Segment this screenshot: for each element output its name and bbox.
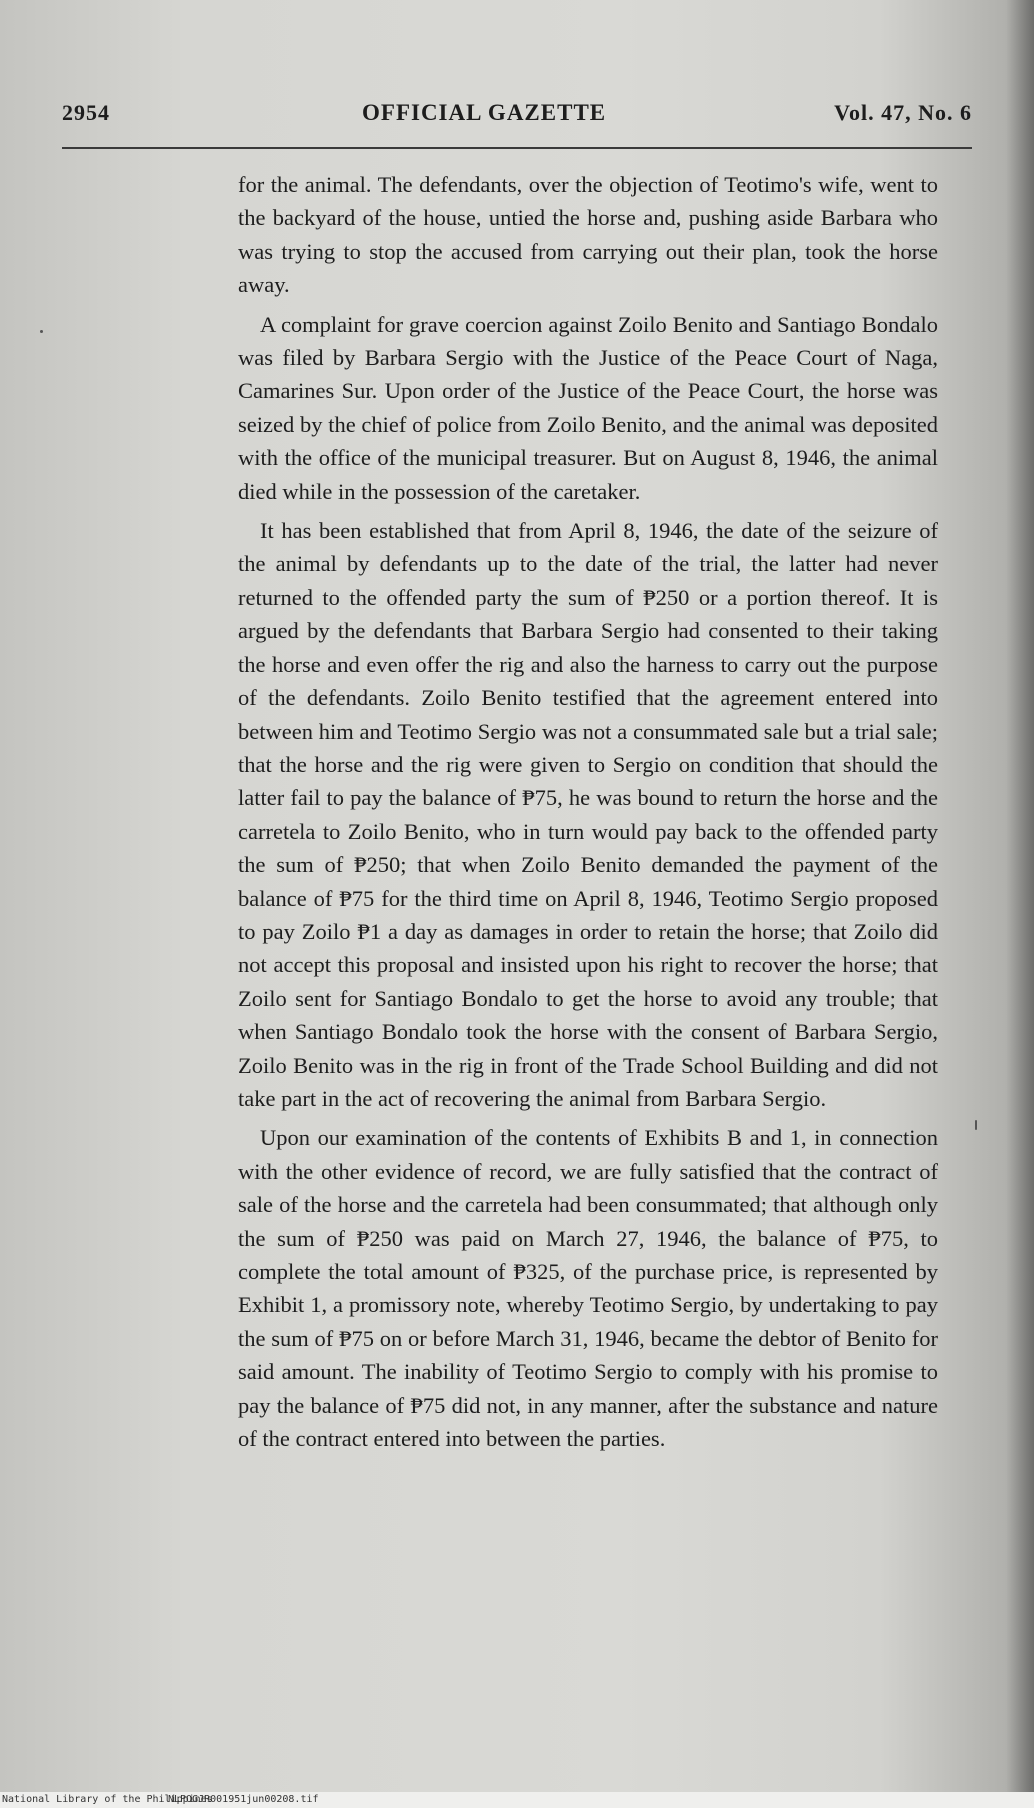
page-number: 2954: [62, 100, 110, 125]
footer-filename: NLPOGJR001951jun00208.tif: [168, 1794, 319, 1805]
footer-source: National Library of the Philippines: [2, 1794, 213, 1805]
page-shadow-edge: [1006, 0, 1034, 1808]
volume-issue: Vol. 47, No. 6: [834, 100, 972, 125]
scan-speck: [975, 1120, 977, 1130]
header-rule: [62, 147, 972, 149]
scan-footer: [0, 1792, 1034, 1808]
scan-speck: [40, 330, 43, 333]
paragraph-continued: for the animal. The defendants, over the objection of Teotimo's wife, went to the backyard of the house, untied the horse and, pushing aside Barbara who was trying to stop the accused from carrying out their plan, took the horse away.: [238, 172, 938, 298]
running-header: [62, 100, 972, 140]
paragraph: Upon our examination of the contents of Exhibits B and 1, in connection with the other evidence of record, we are fully satisfied that the contract of sale of the horse and the carretela had been consummated; that although only the sum of ₱250 was paid on March 27, 1946, the balance of ₱75, to complete the total amount of ₱325, of the purchase price, is represented by Exhibit 1, a promissory note, whereby Teotimo Sergio, by undertaking to pay the sum of ₱75 on or before March 31, 1946, became the debtor of Benito for said amount. The inability of Teotimo Sergio to comply with his promise to pay the balance of ₱75 did not, in any manner, after the substance and nature of the contract entered into between the parties.: [238, 1125, 938, 1452]
paragraph: It has been established that from April 8, 1946, the date of the seizure of the animal by defendants up to the date of the trial, the latter had never returned to the offended party the sum of ₱250 or a portion thereof. It is argued by the defendants that Barbara Sergio had consented to their taking the horse and even offer the rig and also the harness to carry out the purpose of the defendants. Zoilo Benito testified that the agreement entered into between him and Teotimo Sergio was not a consummated sale but a trial sale; that the horse and the rig were given to Sergio on condition that should the latter fail to pay the balance of ₱75, he was bound to return the horse and the carretela to Zoilo Benito, who in turn would pay back to the offended party the sum of ₱250; that when Zoilo Benito demanded the payment of the balance of ₱75 for the third time on April 8, 1946, Teotimo Sergio proposed to pay Zoilo ₱1 a day as damages in order to retain the horse; that Zoilo did not accept this proposal and insisted upon his right to recover the horse; that Zoilo sent for Santiago Bondalo to get the horse to avoid any trouble; that when Santiago Bondalo took the horse with the consent of Barbara Sergio, Zoilo Benito was in the rig in front of the Trade School Building and did not take part in the act of recovering the animal from Barbara Sergio.: [238, 518, 938, 1111]
body-text: [238, 168, 938, 1455]
paragraph: A complaint for grave coercion against Zoilo Benito and Santiago Bondalo was filed by Barbara Sergio with the Justice of the Peace Court of Naga, Camarines Sur. Upon order of the Justice of the Peace Court, the horse was seized by the chief of police from Zoilo Benito, and the animal was deposited with the office of the municipal treasurer. But on August 8, 1946, the animal died while in the possession of the caretaker.: [238, 311, 938, 504]
publication-title: OFFICIAL GAZETTE: [362, 100, 607, 125]
